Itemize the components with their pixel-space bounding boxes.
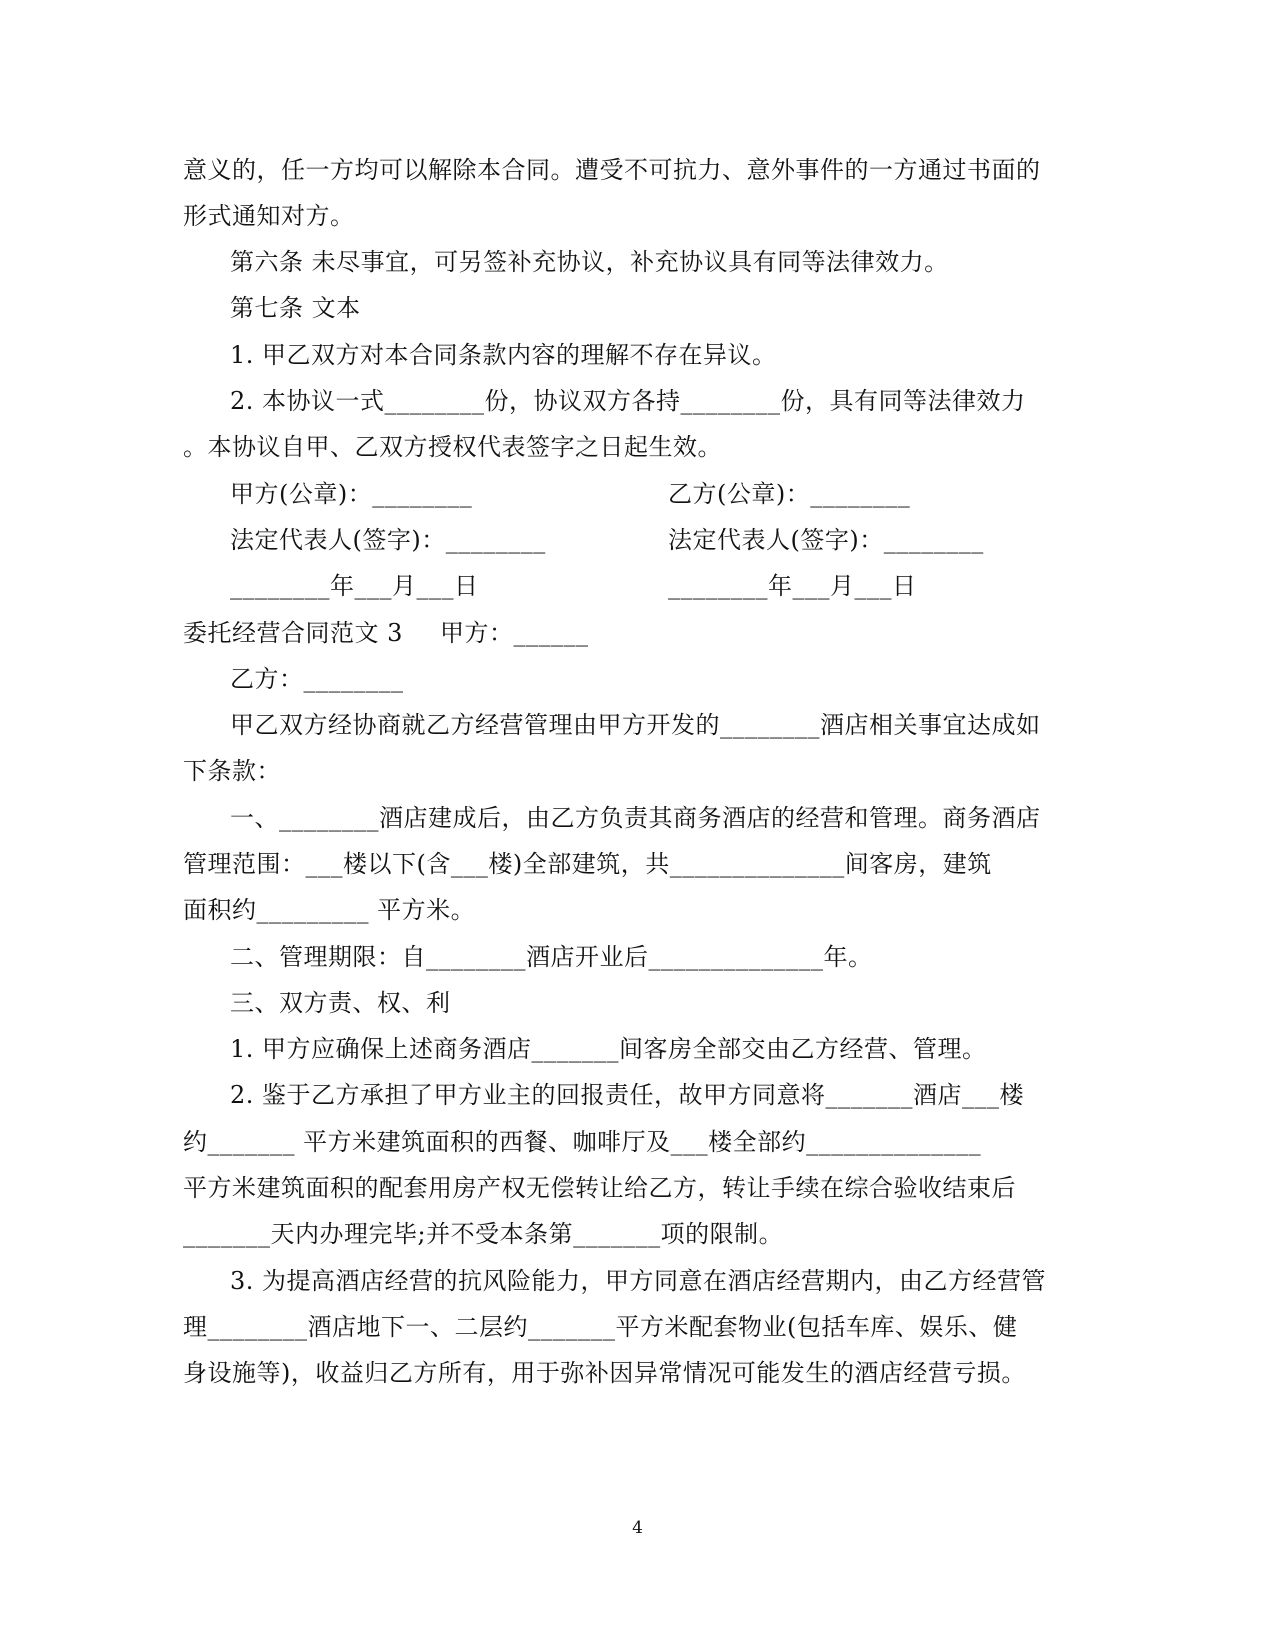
clause-3-item-2-line-1: 2. 鉴于乙方承担了甲方业主的回报责任，故甲方同意将_______酒店___楼	[230, 1081, 1025, 1109]
article-7-heading: 第七条 文本	[230, 294, 361, 322]
clause-3-heading: 三、双方责、权、利	[230, 989, 451, 1017]
clause-3-item-3-line-1: 3. 为提高酒店经营的抗风险能力，甲方同意在酒店经营期内，由乙方经营管	[230, 1267, 1047, 1295]
clause-3-item-3-line-2: 理________酒店地下一、二层约_______平方米配套物业(包括车库、娱乐、健	[183, 1313, 1018, 1341]
party-b-seal: 乙方(公章)：________	[668, 480, 911, 508]
party-a-seal: 甲方(公章)：________	[230, 480, 473, 508]
section-title: 委托经营合同范文 3	[183, 619, 403, 647]
party-a-date: ________年___月___日	[230, 572, 479, 600]
party-a-field: 甲方：______	[440, 619, 589, 647]
party-b-representative: 法定代表人(签字)：________	[668, 526, 984, 554]
party-b-field: 乙方：________	[230, 665, 404, 693]
clause-2-line: 二、管理期限：自________酒店开业后______________年。	[230, 943, 873, 971]
party-b-date: ________年___月___日	[668, 572, 917, 600]
party-a-representative: 法定代表人(签字)：________	[230, 526, 546, 554]
clause-3-item-2-line-2: 约_______ 平方米建筑面积的西餐、咖啡厅及___楼全部约______________	[183, 1128, 982, 1156]
article-6-line: 第六条 未尽事宜，可另签补充协议，补充协议具有同等法律效力。	[230, 248, 949, 276]
text-line-item-1: 1. 甲乙双方对本合同条款内容的理解不存在异议。	[230, 341, 777, 369]
text-line-2: 形式通知对方。	[183, 202, 355, 230]
intro-line-1: 甲乙双方经协商就乙方经营管理由甲方开发的________酒店相关事宜达成如	[230, 711, 1041, 739]
clause-3-item-1: 1. 甲方应确保上述商务酒店_______间客房全部交由乙方经营、管理。	[230, 1035, 987, 1063]
clause-3-item-3-line-3: 身设施等)，收益归乙方所有，用于弥补因异常情况可能发生的酒店经营亏损。	[183, 1359, 1026, 1387]
clause-1-line-2: 管理范围：___楼以下(含___楼)全部建筑，共______________间客房，建筑	[183, 850, 992, 878]
clause-3-item-2-line-4: _______天内办理完毕;并不受本条第_______项的限制。	[183, 1220, 784, 1248]
clause-1-line-1: 一、________酒店建成后，由乙方负责其商务酒店的经营和管理。商务酒店	[230, 804, 1041, 832]
intro-line-2: 下条款：	[183, 757, 281, 785]
text-line-1: 意义的，任一方均可以解除本合同。遭受不可抗力、意外事件的一方通过书面的	[183, 156, 1041, 184]
text-line-item-2: 2. 本协议一式________份，协议双方各持________份，具有同等法律效力	[230, 387, 1026, 415]
page-number: 4	[632, 1518, 643, 1538]
clause-1-line-3: 面积约_________ 平方米。	[183, 896, 476, 924]
clause-3-item-2-line-3: 平方米建筑面积的配套用房产权无偿转让给乙方，转让手续在综合验收结束后	[183, 1174, 1016, 1202]
text-line-item-2-cont: 。本协议自甲、乙双方授权代表签字之日起生效。	[183, 433, 722, 461]
